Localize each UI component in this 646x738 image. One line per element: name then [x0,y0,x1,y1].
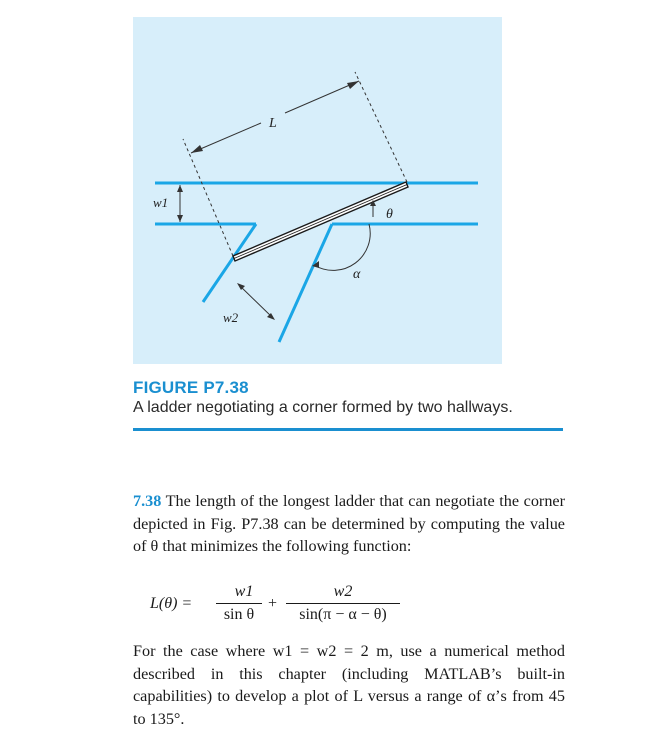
figure-panel [133,17,502,364]
L-arrowhead-right [347,81,359,89]
figure-caption-title: FIGURE P7.38 [133,378,249,397]
theta-label: θ [386,207,393,222]
w1-arrowhead-bottom [177,215,183,222]
w2-dimension-line [239,285,273,318]
equation-fraction-bar-1 [216,603,262,604]
w1-arrowhead-top [177,185,183,192]
equation-plus: + [268,595,278,612]
L-dimension-line-right [285,81,359,113]
figure-caption-text: A ladder negotiating a corner formed by two hallways. [133,399,513,416]
w2-arrowhead-right [267,313,275,320]
equation-term1-numerator: w1 [234,583,254,600]
ladder-diagram [133,17,502,364]
equation [150,583,450,627]
hallway2-left-wall [203,224,256,302]
problem-number: 7.38 [133,492,162,510]
alpha-label: α [353,267,361,282]
L-extension-right [355,72,407,182]
equation-term2-denominator: sin(π − α − θ) [299,606,387,623]
equation-fraction-bar-2 [286,603,400,604]
caption-divider [133,428,563,431]
w2-label: w2 [223,310,239,325]
equation-term1-denominator: sin θ [223,606,255,623]
problem-statement [133,490,565,558]
L-arrowhead-left [191,145,203,153]
w1-label: w1 [153,195,169,210]
hallway2-right-wall [279,224,332,342]
problem-intro: The length of the longest ladder that can negotiate the corner depicted in Fig. P7.38 can be determined by computing the value of θ that minimizes the following function: [133,492,565,555]
L-extension-left [183,139,233,256]
problem-body: For the case where w1 = w2 = 2 m, use a numerical method described in this chapter (including MATLAB’s built-in capabilities) to develop a plot of L versus a range of α’s from 45 to 135°. [133,642,565,728]
L-label: L [269,116,277,131]
w2-arrowhead-left [237,283,245,290]
equation-lhs: L(θ) = [150,595,193,612]
equation-term2-numerator: w2 [333,583,353,600]
